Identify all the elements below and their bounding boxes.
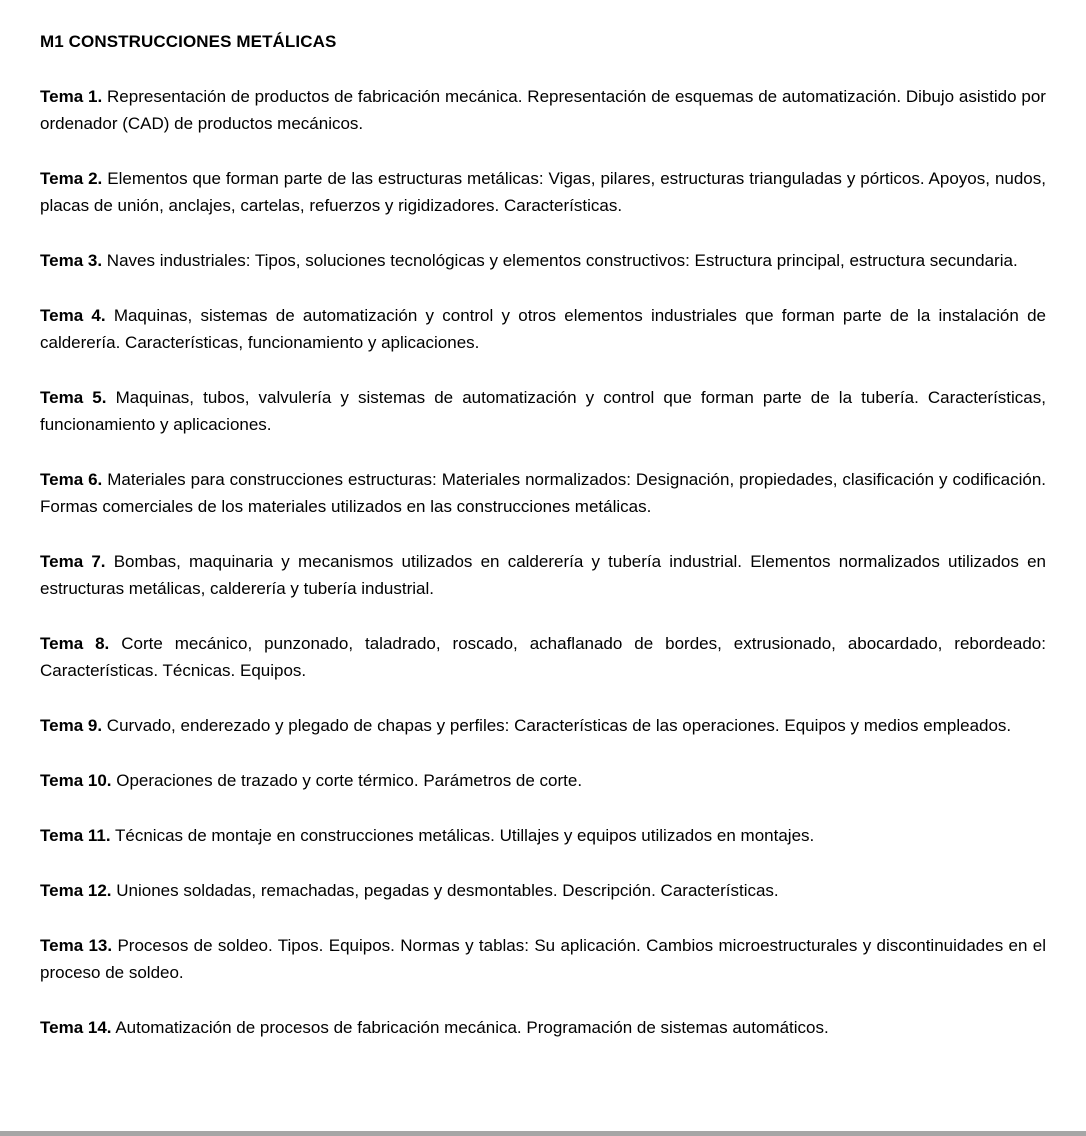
- page-bottom-border: [0, 1131, 1086, 1136]
- tema-paragraph-4: [40, 302, 1046, 356]
- tema-14-text: Automatización de procesos de fabricación mecánica. Programación de sistemas automáticos.: [115, 1018, 829, 1037]
- tema-1-text: Representación de productos de fabricación mecánica. Representación de esquemas de automatización. Dibujo asistido por ordenador (CAD) de productos mecánicos.: [40, 87, 1046, 133]
- tema-11-label: Tema 11.: [40, 826, 111, 845]
- tema-10-label: Tema 10.: [40, 771, 112, 790]
- tema-8-label: Tema 8.: [40, 634, 110, 653]
- tema-12-text: Uniones soldadas, remachadas, pegadas y desmontables. Descripción. Características.: [116, 881, 779, 900]
- tema-6-text: Materiales para construcciones estructuras: Materiales normalizados: Designación, propiedades, clasificación y codificación. Formas comerciales de los materiales utilizados en las construcciones metálicas.: [40, 470, 1046, 516]
- tema-1-label: Tema 1.: [40, 87, 103, 106]
- tema-paragraph-7: [40, 548, 1046, 602]
- tema-11-text: Técnicas de montaje en construcciones metálicas. Utillajes y equipos utilizados en montajes.: [115, 826, 815, 845]
- tema-9-label: Tema 9.: [40, 716, 103, 735]
- tema-paragraph-9: [40, 712, 1046, 739]
- tema-2-text: Elementos que forman parte de las estructuras metálicas: Vigas, pilares, estructuras trianguladas y pórticos. Apoyos, nudos, placas de unión, anclajes, cartelas, refuerzos y rigidizadores. Características.: [40, 169, 1046, 215]
- tema-paragraph-12: [40, 877, 1046, 904]
- tema-5-label: Tema 5.: [40, 388, 107, 407]
- tema-7-label: Tema 7.: [40, 552, 106, 571]
- tema-paragraph-2: [40, 165, 1046, 219]
- tema-5-text: Maquinas, tubos, valvulería y sistemas de automatización y control que forman parte de la tubería. Características, funcionamiento y aplicaciones.: [40, 388, 1046, 434]
- tema-4-label: Tema 4.: [40, 306, 106, 325]
- tema-6-label: Tema 6.: [40, 470, 103, 489]
- tema-9-text: Curvado, enderezado y plegado de chapas y perfiles: Características de las operaciones. Equipos y medios empleados.: [106, 716, 1012, 735]
- tema-paragraph-13: [40, 932, 1046, 986]
- tema-3-text: Naves industriales: Tipos, soluciones tecnológicas y elementos constructivos: Estructura principal, estructura secundaria.: [106, 251, 1018, 270]
- tema-13-label: Tema 13.: [40, 936, 113, 955]
- page-title: M1 CONSTRUCCIONES METÁLICAS: [40, 32, 337, 51]
- tema-13-text: Procesos de soldeo. Tipos. Equipos. Normas y tablas: Su aplicación. Cambios microestructurales y discontinuidades en el proceso de soldeo.: [40, 936, 1046, 982]
- tema-paragraph-6: [40, 466, 1046, 520]
- tema-paragraph-8: [40, 630, 1046, 684]
- tema-12-label: Tema 12.: [40, 881, 112, 900]
- tema-14-label: Tema 14.: [40, 1018, 112, 1037]
- tema-10-text: Operaciones de trazado y corte térmico. Parámetros de corte.: [116, 771, 583, 790]
- tema-paragraph-14: [40, 1014, 1046, 1041]
- tema-paragraph-10: [40, 767, 1046, 794]
- tema-8-text: Corte mecánico, punzonado, taladrado, roscado, achaflanado de bordes, extrusionado, abocardado, rebordeado: Características. Técnicas. Equipos.: [40, 634, 1046, 680]
- tema-4-text: Maquinas, sistemas de automatización y control y otros elementos industriales que forman parte de la instalación de calderería. Características, funcionamiento y aplicaciones.: [40, 306, 1046, 352]
- tema-paragraph-11: [40, 822, 1046, 849]
- tema-paragraph-3: [40, 247, 1046, 274]
- tema-7-text: Bombas, maquinaria y mecanismos utilizados en calderería y tubería industrial. Elementos normalizados utilizados en estructuras metálicas, calderería y tubería industrial.: [40, 552, 1046, 598]
- tema-paragraph-5: [40, 384, 1046, 438]
- tema-paragraph-1: [40, 83, 1046, 137]
- tema-2-label: Tema 2.: [40, 169, 103, 188]
- tema-3-label: Tema 3.: [40, 251, 103, 270]
